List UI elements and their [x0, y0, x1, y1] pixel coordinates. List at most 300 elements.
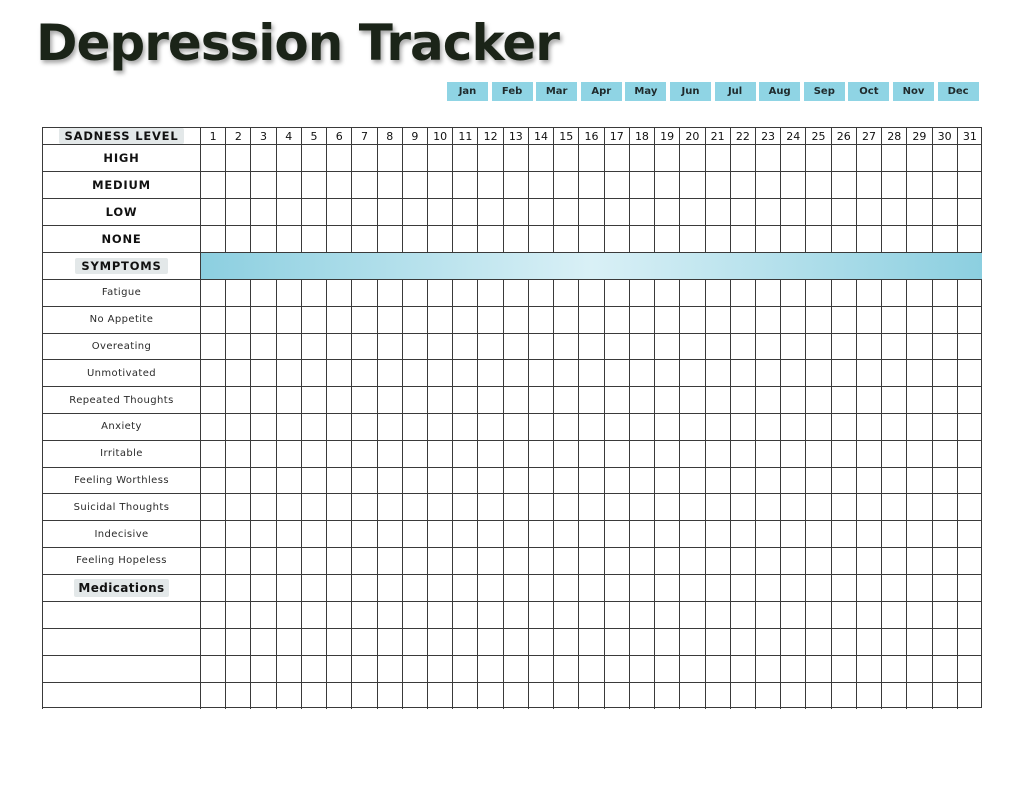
tracker-cell[interactable]	[301, 225, 326, 252]
tracker-cell[interactable]	[755, 440, 780, 467]
tracker-cell[interactable]	[654, 655, 679, 682]
tracker-cell[interactable]	[755, 547, 780, 574]
tracker-cell[interactable]	[578, 306, 603, 333]
tracker-cell[interactable]	[377, 655, 402, 682]
tracker-cell[interactable]	[225, 493, 250, 520]
tracker-cell[interactable]	[705, 413, 730, 440]
tracker-cell[interactable]	[856, 682, 881, 709]
tracker-cell[interactable]	[856, 198, 881, 225]
tracker-cell[interactable]	[604, 225, 629, 252]
tracker-cell[interactable]	[351, 359, 376, 386]
tracker-cell[interactable]	[250, 144, 275, 171]
tracker-cell[interactable]	[250, 225, 275, 252]
tracker-cell[interactable]	[856, 601, 881, 628]
tracker-cell[interactable]	[351, 601, 376, 628]
tracker-cell[interactable]	[578, 333, 603, 360]
tracker-cell[interactable]	[932, 144, 957, 171]
tracker-cell[interactable]	[477, 359, 502, 386]
tracker-cell[interactable]	[578, 520, 603, 547]
tracker-cell[interactable]	[730, 628, 755, 655]
tracker-cell[interactable]	[477, 306, 502, 333]
tracker-cell[interactable]	[452, 225, 477, 252]
tracker-cell[interactable]	[654, 682, 679, 709]
tracker-cell[interactable]	[528, 440, 553, 467]
tracker-cell[interactable]	[654, 333, 679, 360]
tracker-cell[interactable]	[528, 628, 553, 655]
tracker-cell[interactable]	[326, 144, 351, 171]
tracker-cell[interactable]	[250, 171, 275, 198]
tracker-cell[interactable]	[452, 413, 477, 440]
tracker-cell[interactable]	[679, 520, 704, 547]
month-button-jan[interactable]: Jan	[447, 82, 488, 101]
tracker-cell[interactable]	[276, 655, 301, 682]
tracker-cell[interactable]	[351, 520, 376, 547]
tracker-cell[interactable]	[805, 359, 830, 386]
tracker-cell[interactable]	[326, 520, 351, 547]
tracker-cell[interactable]	[351, 225, 376, 252]
tracker-cell[interactable]	[755, 467, 780, 494]
tracker-cell[interactable]	[932, 171, 957, 198]
tracker-cell[interactable]	[351, 333, 376, 360]
tracker-cell[interactable]	[654, 306, 679, 333]
tracker-cell[interactable]	[629, 682, 654, 709]
tracker-cell[interactable]	[200, 386, 225, 413]
tracker-cell[interactable]	[755, 520, 780, 547]
tracker-cell[interactable]	[503, 171, 528, 198]
tracker-cell[interactable]	[705, 628, 730, 655]
tracker-cell[interactable]	[831, 682, 856, 709]
tracker-cell[interactable]	[452, 601, 477, 628]
month-button-jul[interactable]: Jul	[715, 82, 756, 101]
tracker-cell[interactable]	[578, 467, 603, 494]
tracker-cell[interactable]	[604, 171, 629, 198]
tracker-cell[interactable]	[805, 144, 830, 171]
tracker-cell[interactable]	[250, 628, 275, 655]
tracker-cell[interactable]	[906, 440, 931, 467]
tracker-cell[interactable]	[427, 306, 452, 333]
tracker-cell[interactable]	[932, 493, 957, 520]
tracker-cell[interactable]	[553, 171, 578, 198]
tracker-cell[interactable]	[805, 225, 830, 252]
tracker-cell[interactable]	[679, 225, 704, 252]
tracker-cell[interactable]	[377, 467, 402, 494]
tracker-cell[interactable]	[503, 574, 528, 601]
tracker-cell[interactable]	[856, 440, 881, 467]
tracker-cell[interactable]	[200, 493, 225, 520]
tracker-cell[interactable]	[604, 467, 629, 494]
tracker-cell[interactable]	[932, 628, 957, 655]
tracker-cell[interactable]	[679, 493, 704, 520]
tracker-cell[interactable]	[377, 493, 402, 520]
tracker-cell[interactable]	[705, 440, 730, 467]
tracker-cell[interactable]	[276, 601, 301, 628]
tracker-cell[interactable]	[780, 520, 805, 547]
tracker-cell[interactable]	[250, 547, 275, 574]
tracker-cell[interactable]	[276, 520, 301, 547]
tracker-cell[interactable]	[730, 144, 755, 171]
tracker-cell[interactable]	[629, 520, 654, 547]
tracker-cell[interactable]	[377, 682, 402, 709]
tracker-cell[interactable]	[528, 306, 553, 333]
tracker-cell[interactable]	[402, 574, 427, 601]
tracker-cell[interactable]	[805, 413, 830, 440]
tracker-cell[interactable]	[301, 440, 326, 467]
tracker-cell[interactable]	[780, 655, 805, 682]
tracker-cell[interactable]	[578, 386, 603, 413]
tracker-cell[interactable]	[427, 628, 452, 655]
tracker-cell[interactable]	[301, 413, 326, 440]
tracker-cell[interactable]	[780, 171, 805, 198]
tracker-cell[interactable]	[780, 628, 805, 655]
tracker-cell[interactable]	[553, 306, 578, 333]
tracker-cell[interactable]	[276, 333, 301, 360]
tracker-cell[interactable]	[881, 333, 906, 360]
tracker-cell[interactable]	[957, 493, 982, 520]
tracker-cell[interactable]	[503, 279, 528, 306]
tracker-cell[interactable]	[528, 198, 553, 225]
month-button-feb[interactable]: Feb	[492, 82, 533, 101]
tracker-cell[interactable]	[578, 655, 603, 682]
tracker-cell[interactable]	[679, 306, 704, 333]
tracker-cell[interactable]	[377, 574, 402, 601]
tracker-cell[interactable]	[503, 413, 528, 440]
tracker-cell[interactable]	[604, 574, 629, 601]
tracker-cell[interactable]	[250, 493, 275, 520]
tracker-cell[interactable]	[679, 198, 704, 225]
tracker-cell[interactable]	[831, 198, 856, 225]
tracker-cell[interactable]	[831, 333, 856, 360]
tracker-cell[interactable]	[503, 144, 528, 171]
tracker-cell[interactable]	[831, 628, 856, 655]
tracker-cell[interactable]	[578, 682, 603, 709]
tracker-cell[interactable]	[452, 171, 477, 198]
tracker-cell[interactable]	[881, 386, 906, 413]
tracker-cell[interactable]	[477, 386, 502, 413]
tracker-cell[interactable]	[326, 547, 351, 574]
tracker-cell[interactable]	[301, 628, 326, 655]
tracker-cell[interactable]	[780, 144, 805, 171]
tracker-cell[interactable]	[578, 413, 603, 440]
tracker-cell[interactable]	[780, 333, 805, 360]
tracker-cell[interactable]	[427, 547, 452, 574]
tracker-cell[interactable]	[957, 574, 982, 601]
tracker-cell[interactable]	[553, 198, 578, 225]
tracker-cell[interactable]	[200, 144, 225, 171]
tracker-cell[interactable]	[225, 467, 250, 494]
tracker-cell[interactable]	[705, 333, 730, 360]
tracker-cell[interactable]	[881, 601, 906, 628]
tracker-cell[interactable]	[276, 682, 301, 709]
tracker-cell[interactable]	[351, 413, 376, 440]
tracker-cell[interactable]	[200, 333, 225, 360]
tracker-cell[interactable]	[805, 306, 830, 333]
tracker-cell[interactable]	[351, 547, 376, 574]
tracker-cell[interactable]	[402, 171, 427, 198]
tracker-cell[interactable]	[881, 306, 906, 333]
tracker-cell[interactable]	[906, 520, 931, 547]
tracker-cell[interactable]	[276, 279, 301, 306]
tracker-cell[interactable]	[755, 655, 780, 682]
tracker-cell[interactable]	[503, 520, 528, 547]
tracker-cell[interactable]	[604, 333, 629, 360]
tracker-cell[interactable]	[906, 467, 931, 494]
tracker-cell[interactable]	[629, 493, 654, 520]
tracker-cell[interactable]	[402, 601, 427, 628]
tracker-cell[interactable]	[326, 333, 351, 360]
tracker-cell[interactable]	[225, 359, 250, 386]
tracker-cell[interactable]	[881, 171, 906, 198]
tracker-cell[interactable]	[301, 682, 326, 709]
tracker-cell[interactable]	[932, 279, 957, 306]
tracker-cell[interactable]	[301, 359, 326, 386]
tracker-cell[interactable]	[276, 306, 301, 333]
tracker-cell[interactable]	[553, 520, 578, 547]
tracker-cell[interactable]	[629, 198, 654, 225]
tracker-cell[interactable]	[881, 574, 906, 601]
tracker-cell[interactable]	[377, 413, 402, 440]
tracker-cell[interactable]	[831, 279, 856, 306]
tracker-cell[interactable]	[780, 198, 805, 225]
tracker-cell[interactable]	[755, 279, 780, 306]
tracker-cell[interactable]	[654, 144, 679, 171]
tracker-cell[interactable]	[477, 225, 502, 252]
tracker-cell[interactable]	[705, 682, 730, 709]
tracker-cell[interactable]	[402, 493, 427, 520]
tracker-cell[interactable]	[528, 333, 553, 360]
tracker-cell[interactable]	[351, 467, 376, 494]
tracker-cell[interactable]	[604, 440, 629, 467]
tracker-cell[interactable]	[200, 601, 225, 628]
tracker-cell[interactable]	[856, 574, 881, 601]
tracker-cell[interactable]	[377, 144, 402, 171]
month-button-dec[interactable]: Dec	[938, 82, 979, 101]
tracker-cell[interactable]	[351, 386, 376, 413]
tracker-cell[interactable]	[932, 682, 957, 709]
tracker-cell[interactable]	[654, 520, 679, 547]
tracker-cell[interactable]	[755, 628, 780, 655]
tracker-cell[interactable]	[881, 413, 906, 440]
tracker-cell[interactable]	[629, 413, 654, 440]
tracker-cell[interactable]	[932, 467, 957, 494]
tracker-cell[interactable]	[805, 682, 830, 709]
tracker-cell[interactable]	[528, 279, 553, 306]
tracker-cell[interactable]	[351, 493, 376, 520]
tracker-cell[interactable]	[932, 333, 957, 360]
tracker-cell[interactable]	[503, 493, 528, 520]
tracker-cell[interactable]	[427, 440, 452, 467]
tracker-cell[interactable]	[503, 386, 528, 413]
tracker-cell[interactable]	[225, 601, 250, 628]
tracker-cell[interactable]	[831, 493, 856, 520]
tracker-cell[interactable]	[629, 333, 654, 360]
tracker-cell[interactable]	[377, 225, 402, 252]
tracker-cell[interactable]	[906, 493, 931, 520]
tracker-cell[interactable]	[528, 225, 553, 252]
tracker-cell[interactable]	[578, 574, 603, 601]
tracker-cell[interactable]	[654, 574, 679, 601]
tracker-cell[interactable]	[654, 386, 679, 413]
tracker-cell[interactable]	[932, 547, 957, 574]
tracker-cell[interactable]	[906, 144, 931, 171]
tracker-cell[interactable]	[755, 386, 780, 413]
tracker-cell[interactable]	[932, 225, 957, 252]
tracker-cell[interactable]	[200, 574, 225, 601]
tracker-cell[interactable]	[351, 628, 376, 655]
tracker-cell[interactable]	[932, 440, 957, 467]
tracker-cell[interactable]	[427, 413, 452, 440]
tracker-cell[interactable]	[730, 359, 755, 386]
tracker-cell[interactable]	[200, 279, 225, 306]
tracker-cell[interactable]	[553, 628, 578, 655]
tracker-cell[interactable]	[856, 520, 881, 547]
tracker-cell[interactable]	[452, 682, 477, 709]
tracker-cell[interactable]	[957, 359, 982, 386]
tracker-cell[interactable]	[705, 655, 730, 682]
tracker-cell[interactable]	[301, 171, 326, 198]
tracker-cell[interactable]	[301, 574, 326, 601]
tracker-cell[interactable]	[200, 547, 225, 574]
tracker-cell[interactable]	[730, 225, 755, 252]
tracker-cell[interactable]	[452, 655, 477, 682]
tracker-cell[interactable]	[957, 655, 982, 682]
tracker-cell[interactable]	[705, 574, 730, 601]
tracker-cell[interactable]	[276, 171, 301, 198]
tracker-cell[interactable]	[402, 144, 427, 171]
tracker-cell[interactable]	[553, 413, 578, 440]
tracker-cell[interactable]	[477, 520, 502, 547]
tracker-cell[interactable]	[578, 225, 603, 252]
tracker-cell[interactable]	[427, 655, 452, 682]
tracker-cell[interactable]	[578, 493, 603, 520]
tracker-cell[interactable]	[301, 279, 326, 306]
tracker-cell[interactable]	[705, 171, 730, 198]
tracker-cell[interactable]	[477, 413, 502, 440]
tracker-cell[interactable]	[705, 279, 730, 306]
tracker-cell[interactable]	[351, 574, 376, 601]
tracker-cell[interactable]	[957, 547, 982, 574]
tracker-cell[interactable]	[402, 225, 427, 252]
tracker-cell[interactable]	[831, 225, 856, 252]
tracker-cell[interactable]	[553, 279, 578, 306]
tracker-cell[interactable]	[932, 520, 957, 547]
tracker-cell[interactable]	[225, 333, 250, 360]
tracker-cell[interactable]	[477, 547, 502, 574]
tracker-cell[interactable]	[225, 574, 250, 601]
tracker-cell[interactable]	[477, 655, 502, 682]
tracker-cell[interactable]	[578, 198, 603, 225]
tracker-cell[interactable]	[805, 574, 830, 601]
tracker-cell[interactable]	[553, 225, 578, 252]
tracker-cell[interactable]	[301, 547, 326, 574]
tracker-cell[interactable]	[225, 171, 250, 198]
tracker-cell[interactable]	[326, 628, 351, 655]
tracker-cell[interactable]	[326, 198, 351, 225]
tracker-cell[interactable]	[805, 386, 830, 413]
tracker-cell[interactable]	[276, 628, 301, 655]
tracker-cell[interactable]	[276, 440, 301, 467]
tracker-cell[interactable]	[553, 682, 578, 709]
tracker-cell[interactable]	[377, 440, 402, 467]
tracker-cell[interactable]	[705, 359, 730, 386]
tracker-cell[interactable]	[225, 225, 250, 252]
tracker-cell[interactable]	[679, 655, 704, 682]
tracker-cell[interactable]	[503, 547, 528, 574]
tracker-cell[interactable]	[301, 306, 326, 333]
tracker-cell[interactable]	[250, 359, 275, 386]
tracker-cell[interactable]	[578, 547, 603, 574]
tracker-cell[interactable]	[377, 306, 402, 333]
tracker-cell[interactable]	[906, 359, 931, 386]
tracker-cell[interactable]	[629, 359, 654, 386]
tracker-cell[interactable]	[831, 386, 856, 413]
tracker-cell[interactable]	[604, 413, 629, 440]
tracker-cell[interactable]	[452, 198, 477, 225]
tracker-cell[interactable]	[200, 467, 225, 494]
tracker-cell[interactable]	[805, 655, 830, 682]
tracker-cell[interactable]	[654, 628, 679, 655]
tracker-cell[interactable]	[856, 144, 881, 171]
tracker-cell[interactable]	[477, 333, 502, 360]
tracker-cell[interactable]	[225, 547, 250, 574]
tracker-cell[interactable]	[427, 386, 452, 413]
tracker-cell[interactable]	[301, 386, 326, 413]
tracker-cell[interactable]	[452, 279, 477, 306]
tracker-cell[interactable]	[755, 493, 780, 520]
tracker-cell[interactable]	[276, 493, 301, 520]
tracker-cell[interactable]	[755, 198, 780, 225]
tracker-cell[interactable]	[225, 306, 250, 333]
tracker-cell[interactable]	[679, 682, 704, 709]
tracker-cell[interactable]	[276, 547, 301, 574]
tracker-cell[interactable]	[856, 171, 881, 198]
tracker-cell[interactable]	[856, 655, 881, 682]
tracker-cell[interactable]	[831, 171, 856, 198]
tracker-cell[interactable]	[326, 601, 351, 628]
tracker-cell[interactable]	[831, 413, 856, 440]
tracker-cell[interactable]	[276, 413, 301, 440]
tracker-cell[interactable]	[881, 493, 906, 520]
tracker-cell[interactable]	[856, 628, 881, 655]
tracker-cell[interactable]	[906, 198, 931, 225]
tracker-cell[interactable]	[780, 225, 805, 252]
tracker-cell[interactable]	[200, 413, 225, 440]
tracker-cell[interactable]	[906, 574, 931, 601]
tracker-cell[interactable]	[957, 171, 982, 198]
month-button-apr[interactable]: Apr	[581, 82, 622, 101]
tracker-cell[interactable]	[452, 144, 477, 171]
tracker-cell[interactable]	[604, 655, 629, 682]
tracker-cell[interactable]	[654, 359, 679, 386]
tracker-cell[interactable]	[932, 198, 957, 225]
tracker-cell[interactable]	[377, 333, 402, 360]
tracker-cell[interactable]	[730, 682, 755, 709]
tracker-cell[interactable]	[200, 655, 225, 682]
tracker-cell[interactable]	[427, 682, 452, 709]
tracker-cell[interactable]	[629, 574, 654, 601]
tracker-cell[interactable]	[351, 440, 376, 467]
tracker-cell[interactable]	[477, 493, 502, 520]
tracker-cell[interactable]	[578, 440, 603, 467]
tracker-cell[interactable]	[250, 413, 275, 440]
tracker-cell[interactable]	[629, 225, 654, 252]
tracker-cell[interactable]	[604, 198, 629, 225]
tracker-cell[interactable]	[528, 467, 553, 494]
tracker-cell[interactable]	[957, 198, 982, 225]
tracker-cell[interactable]	[225, 413, 250, 440]
tracker-cell[interactable]	[402, 359, 427, 386]
tracker-cell[interactable]	[679, 574, 704, 601]
tracker-cell[interactable]	[351, 171, 376, 198]
